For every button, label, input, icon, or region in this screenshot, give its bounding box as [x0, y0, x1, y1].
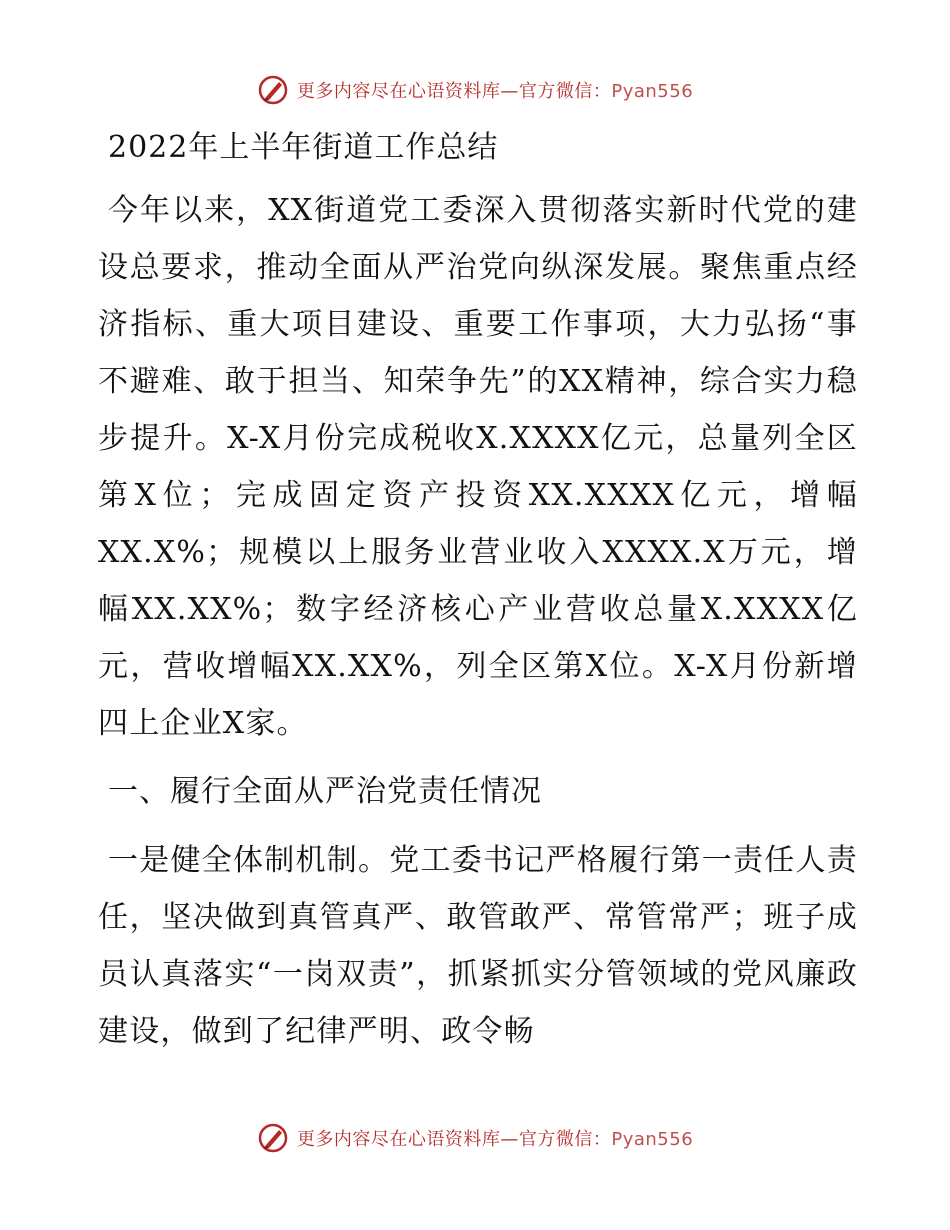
document-body [98, 122, 858, 1074]
watermark-text: 更多内容尽在心语资料库—官方微信：Pyan556 [296, 81, 694, 102]
document-title: 2022年上半年街道工作总结 [108, 130, 499, 165]
intro-paragraph: 今年以来，XX街道党工委深入贯彻落实新时代党的建设总要求，推动全面从严治党向纵深发展。聚焦重点经济指标、重大项目建设、重要工作事项，大力弘扬“事不避难、敢于担当、知荣争先”的XX精神，综合实力稳步提升。X-X月份完成税收X.XXXX亿元，总量列全区第X位；完成固定资产投资XX.XXXX亿元，增幅XX.X%；规模以上服务业营业收入XXXX.X万元，增幅XX.XX%；数字经济核心产业营收总量X.XXXX亿元，营收增幅XX.XX%，列全区第X位。X-X月份新增四上企业X家。 [98, 193, 858, 741]
section-heading: 一、履行全面从严治党责任情况 [108, 774, 542, 809]
watermark-text: 更多内容尽在心语资料库—官方微信：Pyan556 [296, 1129, 694, 1150]
watermark-banner-bottom [0, 1118, 950, 1158]
section-paragraph: 一是健全体制机制。党工委书记严格履行第一责任人责任，坚决做到真管真严、敢管敢严、常管常严；班子成员认真落实“一岗双责”，抓紧抓实分管领域的党风廉政建设，做到了纪律严明、政令畅 [98, 843, 858, 1049]
pen-logo-icon [257, 74, 289, 106]
watermark-banner-top [0, 70, 950, 110]
pen-logo-icon [257, 1122, 289, 1154]
